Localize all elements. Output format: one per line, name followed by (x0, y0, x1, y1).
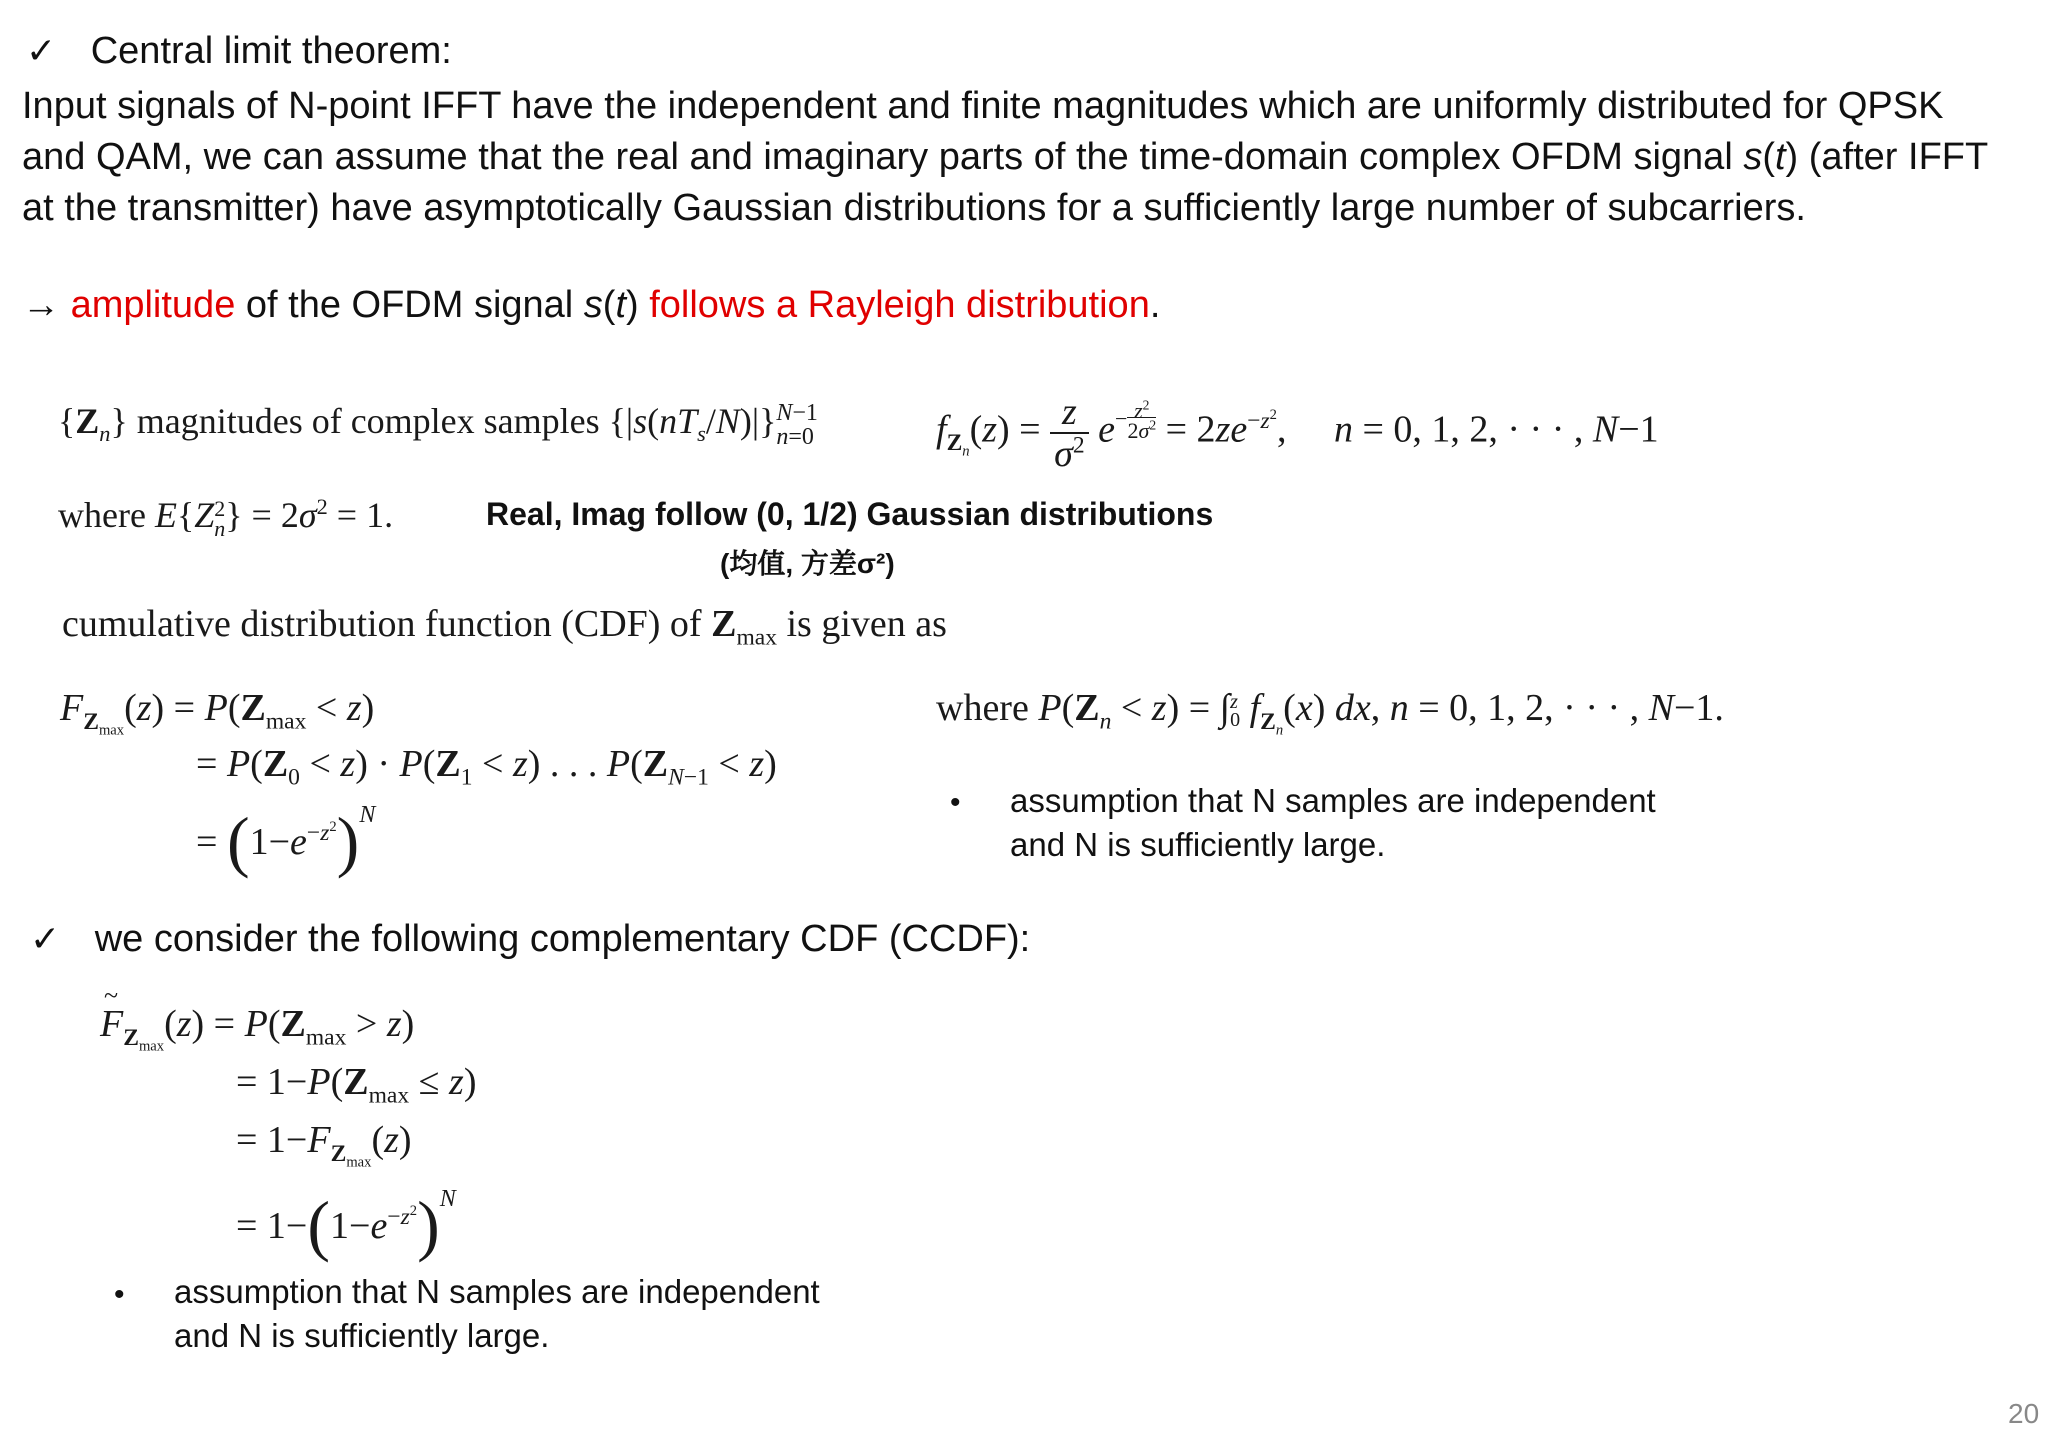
formula-zn-magnitudes: $\{Z_n\}$ magnitudes of complex samples $\{|s(nT_s/N)|\}N-1$ n=0 (58, 399, 818, 450)
conclusion-line: → amplitude of the OFDM signal s(t) follows a Rayleigh distribution. (22, 284, 1161, 326)
right-arrow-icon: → (22, 284, 71, 326)
note-gaussian-chinese: (均值, 方差σ²) (720, 548, 895, 579)
cdf-line-1: $F_{Z_{max}}(z) = P(Z_{max} < z)$ (60, 687, 375, 739)
heading-ccdf-title: we consider the following complementary CDF (CCDF): (94, 918, 1031, 960)
ccdf-line-1: F ~ $_{Z_{max}}(z) = P(Z_{max} > z)$ (100, 981, 415, 1055)
cdf-line-2: = $P(Z_0 < z) \cdot P(Z_1 < z)$ . . . $P(Z_{N-1} < z)$ (196, 743, 777, 791)
highlight-amplitude: amplitude (70, 284, 236, 326)
formula-where-expectation: where E{Z2 $n\} = 2\sigma^2 = 1$. (58, 494, 394, 541)
heading-ccdf (30, 918, 1030, 961)
note-gaussian: Real, Imag follow (0, 1/2) Gaussian distributions (486, 496, 1214, 532)
paragraph-line-1: Input signals of N-point IFFT have the independent and finite magnitudes which are uniformly distributed for QPSK (22, 85, 1944, 127)
heading-title: Central limit theorem: (90, 30, 452, 72)
highlight-rayleigh: follows a Rayleigh distribution (649, 284, 1150, 326)
heading-central-limit (26, 30, 452, 73)
paragraph-clt (22, 81, 1988, 234)
ccdf-line-4: = $1-(1-e^{-z^2})^N$ (236, 1186, 456, 1263)
cdf-line-3: = $(1-e^{-z^2})^N$ (196, 802, 376, 879)
bullet-left-dot: • (114, 1278, 125, 1311)
cdf-intro: cumulative distribution function (CDF) of $Z_{max}$ is given as (62, 603, 947, 651)
ccdf-line-2: = $1-P(Z_{max} \le z)$ (236, 1061, 477, 1109)
paragraph-line-3: at the transmitter) have asymptotically Gaussian distributions for a sufficiently large number of subcarriers. (22, 187, 1806, 229)
ccdf-line-3: = $1-F_{Z_{max}}(z)$ (236, 1119, 412, 1171)
formula-rayleigh-pdf: $f_{Z_n}(z) = \frac{z}{\sigma^2} e^{- z^2 2\sigma^2} = 2ze^{-z^2}$, n = 0, 1, 2, · · · , N−1 (936, 391, 1659, 475)
checkmark-icon: ✓ (30, 918, 61, 959)
page-number: 20 (2008, 1398, 2040, 1429)
cdf-where-integral: where $P(Z_n < z) = \int z$ 0 $f_{Z_n}(x)$ dx, n = 0, 1, 2, · · · , N−1. (936, 687, 1724, 739)
paragraph-line-2: and QAM, we can assume that the real and imaginary parts of the time-domain complex OFDM signal s(t) (after IFFT (22, 136, 1989, 178)
bullet-right-dot: • (950, 786, 961, 819)
bullet-left-text: assumption that N samples are independent and N is sufficiently large. (174, 1273, 820, 1354)
bullet-right-text: assumption that N samples are independent and N is sufficiently large. (1010, 782, 1656, 863)
checkmark-icon: ✓ (26, 30, 57, 71)
